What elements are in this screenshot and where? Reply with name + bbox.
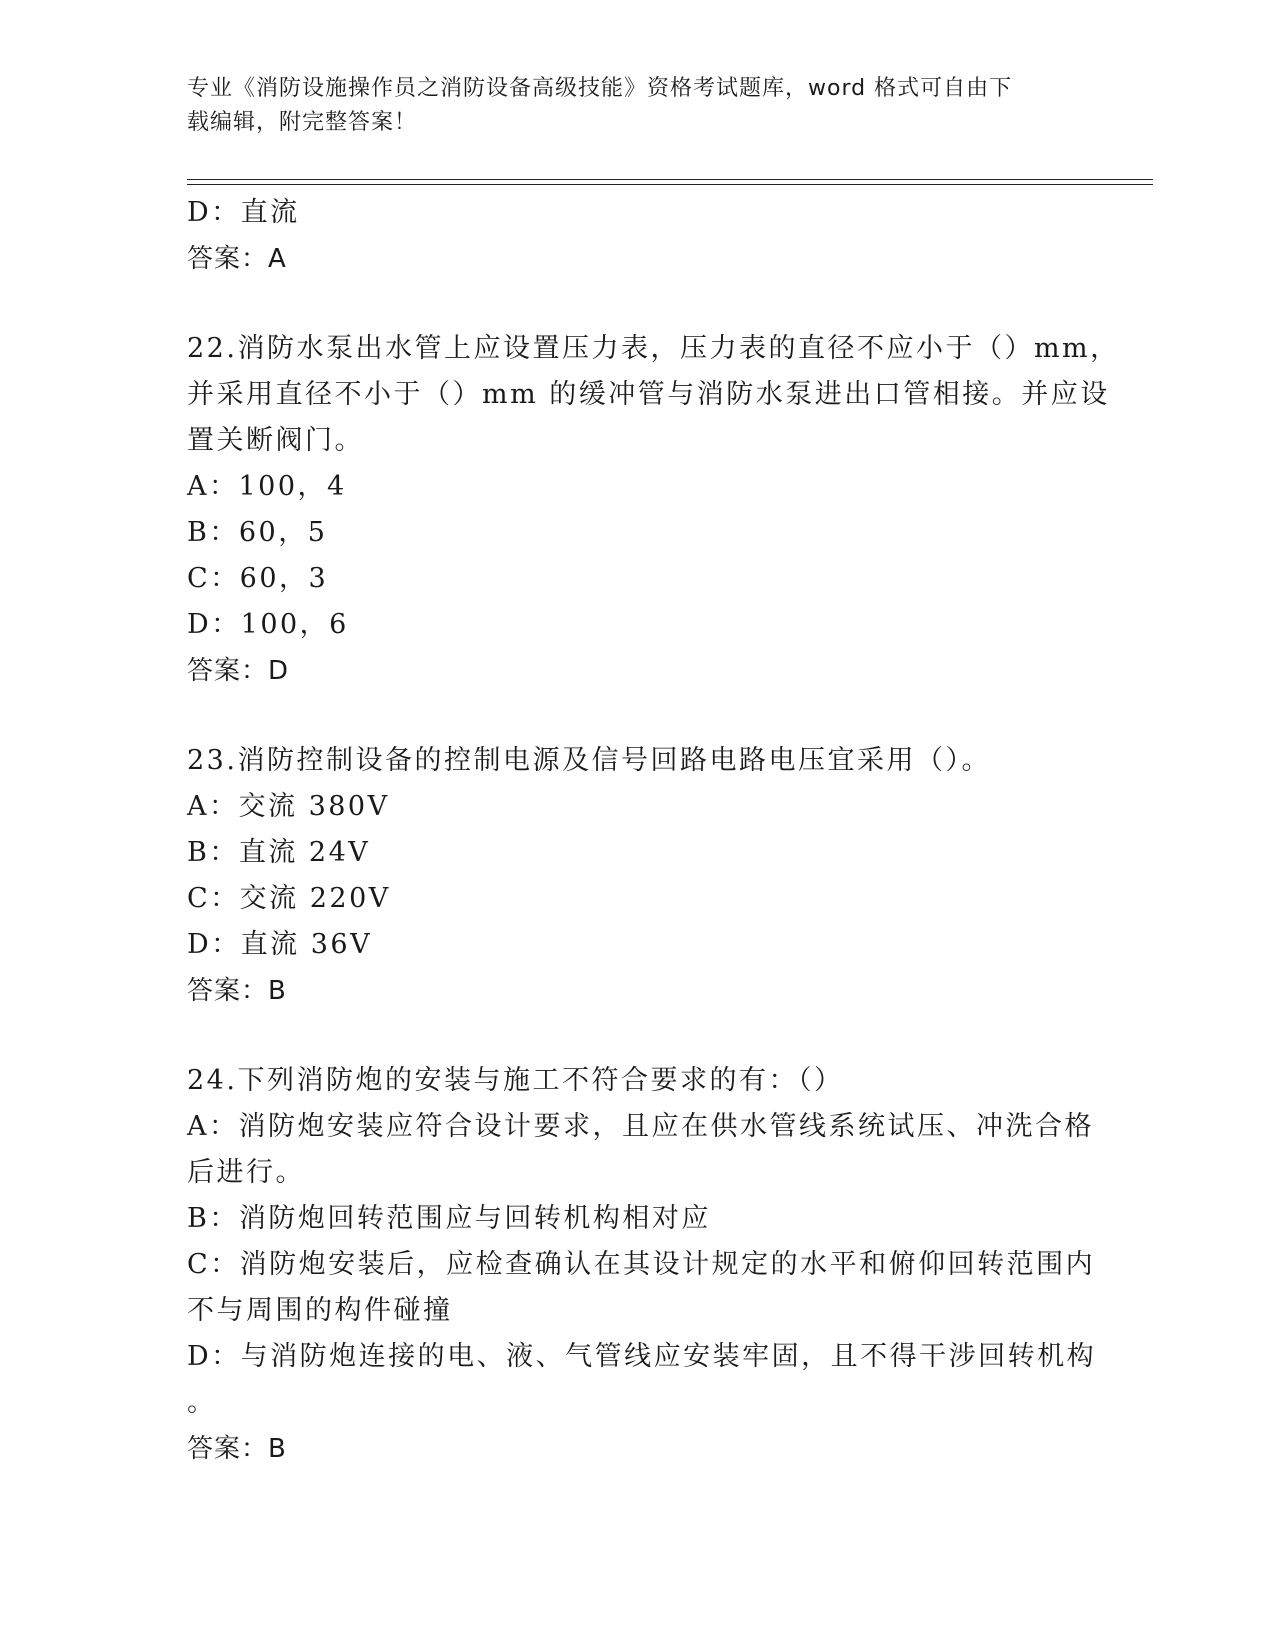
option-d-continuation: 。 [187, 1387, 217, 1418]
question-content [187, 190, 1120, 1472]
option-b: B：60，5 [187, 517, 328, 548]
option-c: C：消防炮安装后，应检查确认在其设计规定的水平和俯仰回转范围内 [187, 1249, 1096, 1280]
option-d: D：直流 36V [187, 929, 373, 960]
page-header [187, 72, 1087, 140]
option-a: A：100，4 [187, 471, 347, 502]
answer: 答案：D [187, 656, 290, 686]
answer: 答案：B [187, 1434, 287, 1464]
option-c: C：交流 220V [187, 883, 391, 914]
previous-option-d: D：直流 [187, 197, 300, 228]
option-a-continuation: 后进行。 [187, 1157, 305, 1188]
option-c-continuation: 不与周围的构件碰撞 [187, 1295, 453, 1326]
question-stem-line: 23.消防控制设备的控制电源及信号回路电路电压宜采用（）。 [187, 745, 991, 776]
question-stem-line: 并采用直径不小于（）mm 的缓冲管与消防水泵进出口管相接。并应设 [187, 379, 1110, 410]
question-stem-line: 24.下列消防炮的安装与施工不符合要求的有：（） [187, 1065, 844, 1096]
option-b: B：消防炮回转范围应与回转机构相对应 [187, 1203, 711, 1234]
option-a: A：消防炮安装应符合设计要求，且应在供水管线系统试压、冲洗合格 [187, 1111, 1094, 1142]
header-line-2: 载编辑，附完整答案！ [187, 110, 418, 135]
answer: 答案：B [187, 976, 287, 1006]
question-stem-line: 22.消防水泵出水管上应设置压力表，压力表的直径不应小于（）mm， [187, 333, 1120, 364]
question-spacer [187, 694, 1087, 738]
question-spacer [187, 1014, 1087, 1058]
option-b: B：直流 24V [187, 837, 371, 868]
header-divider-bottom [187, 184, 1153, 185]
question-24 [187, 1058, 1097, 1472]
option-d: D：100，6 [187, 609, 349, 640]
question-stem-line: 置关断阀门。 [187, 425, 364, 456]
option-a: A：交流 380V [187, 791, 390, 822]
header-divider-top [187, 179, 1153, 180]
question-23 [187, 738, 1087, 1014]
question-spacer [187, 282, 1087, 326]
header-line-1: 专业《消防设施操作员之消防设备高级技能》资格考试题库，word 格式可自由下 [187, 76, 1013, 101]
option-c: C：60，3 [187, 563, 329, 594]
previous-answer: 答案：A [187, 244, 287, 274]
option-d: D：与消防炮连接的电、液、气管线应安装牢固，且不得干涉回转机构 [187, 1341, 1097, 1372]
question-22 [187, 326, 1120, 694]
